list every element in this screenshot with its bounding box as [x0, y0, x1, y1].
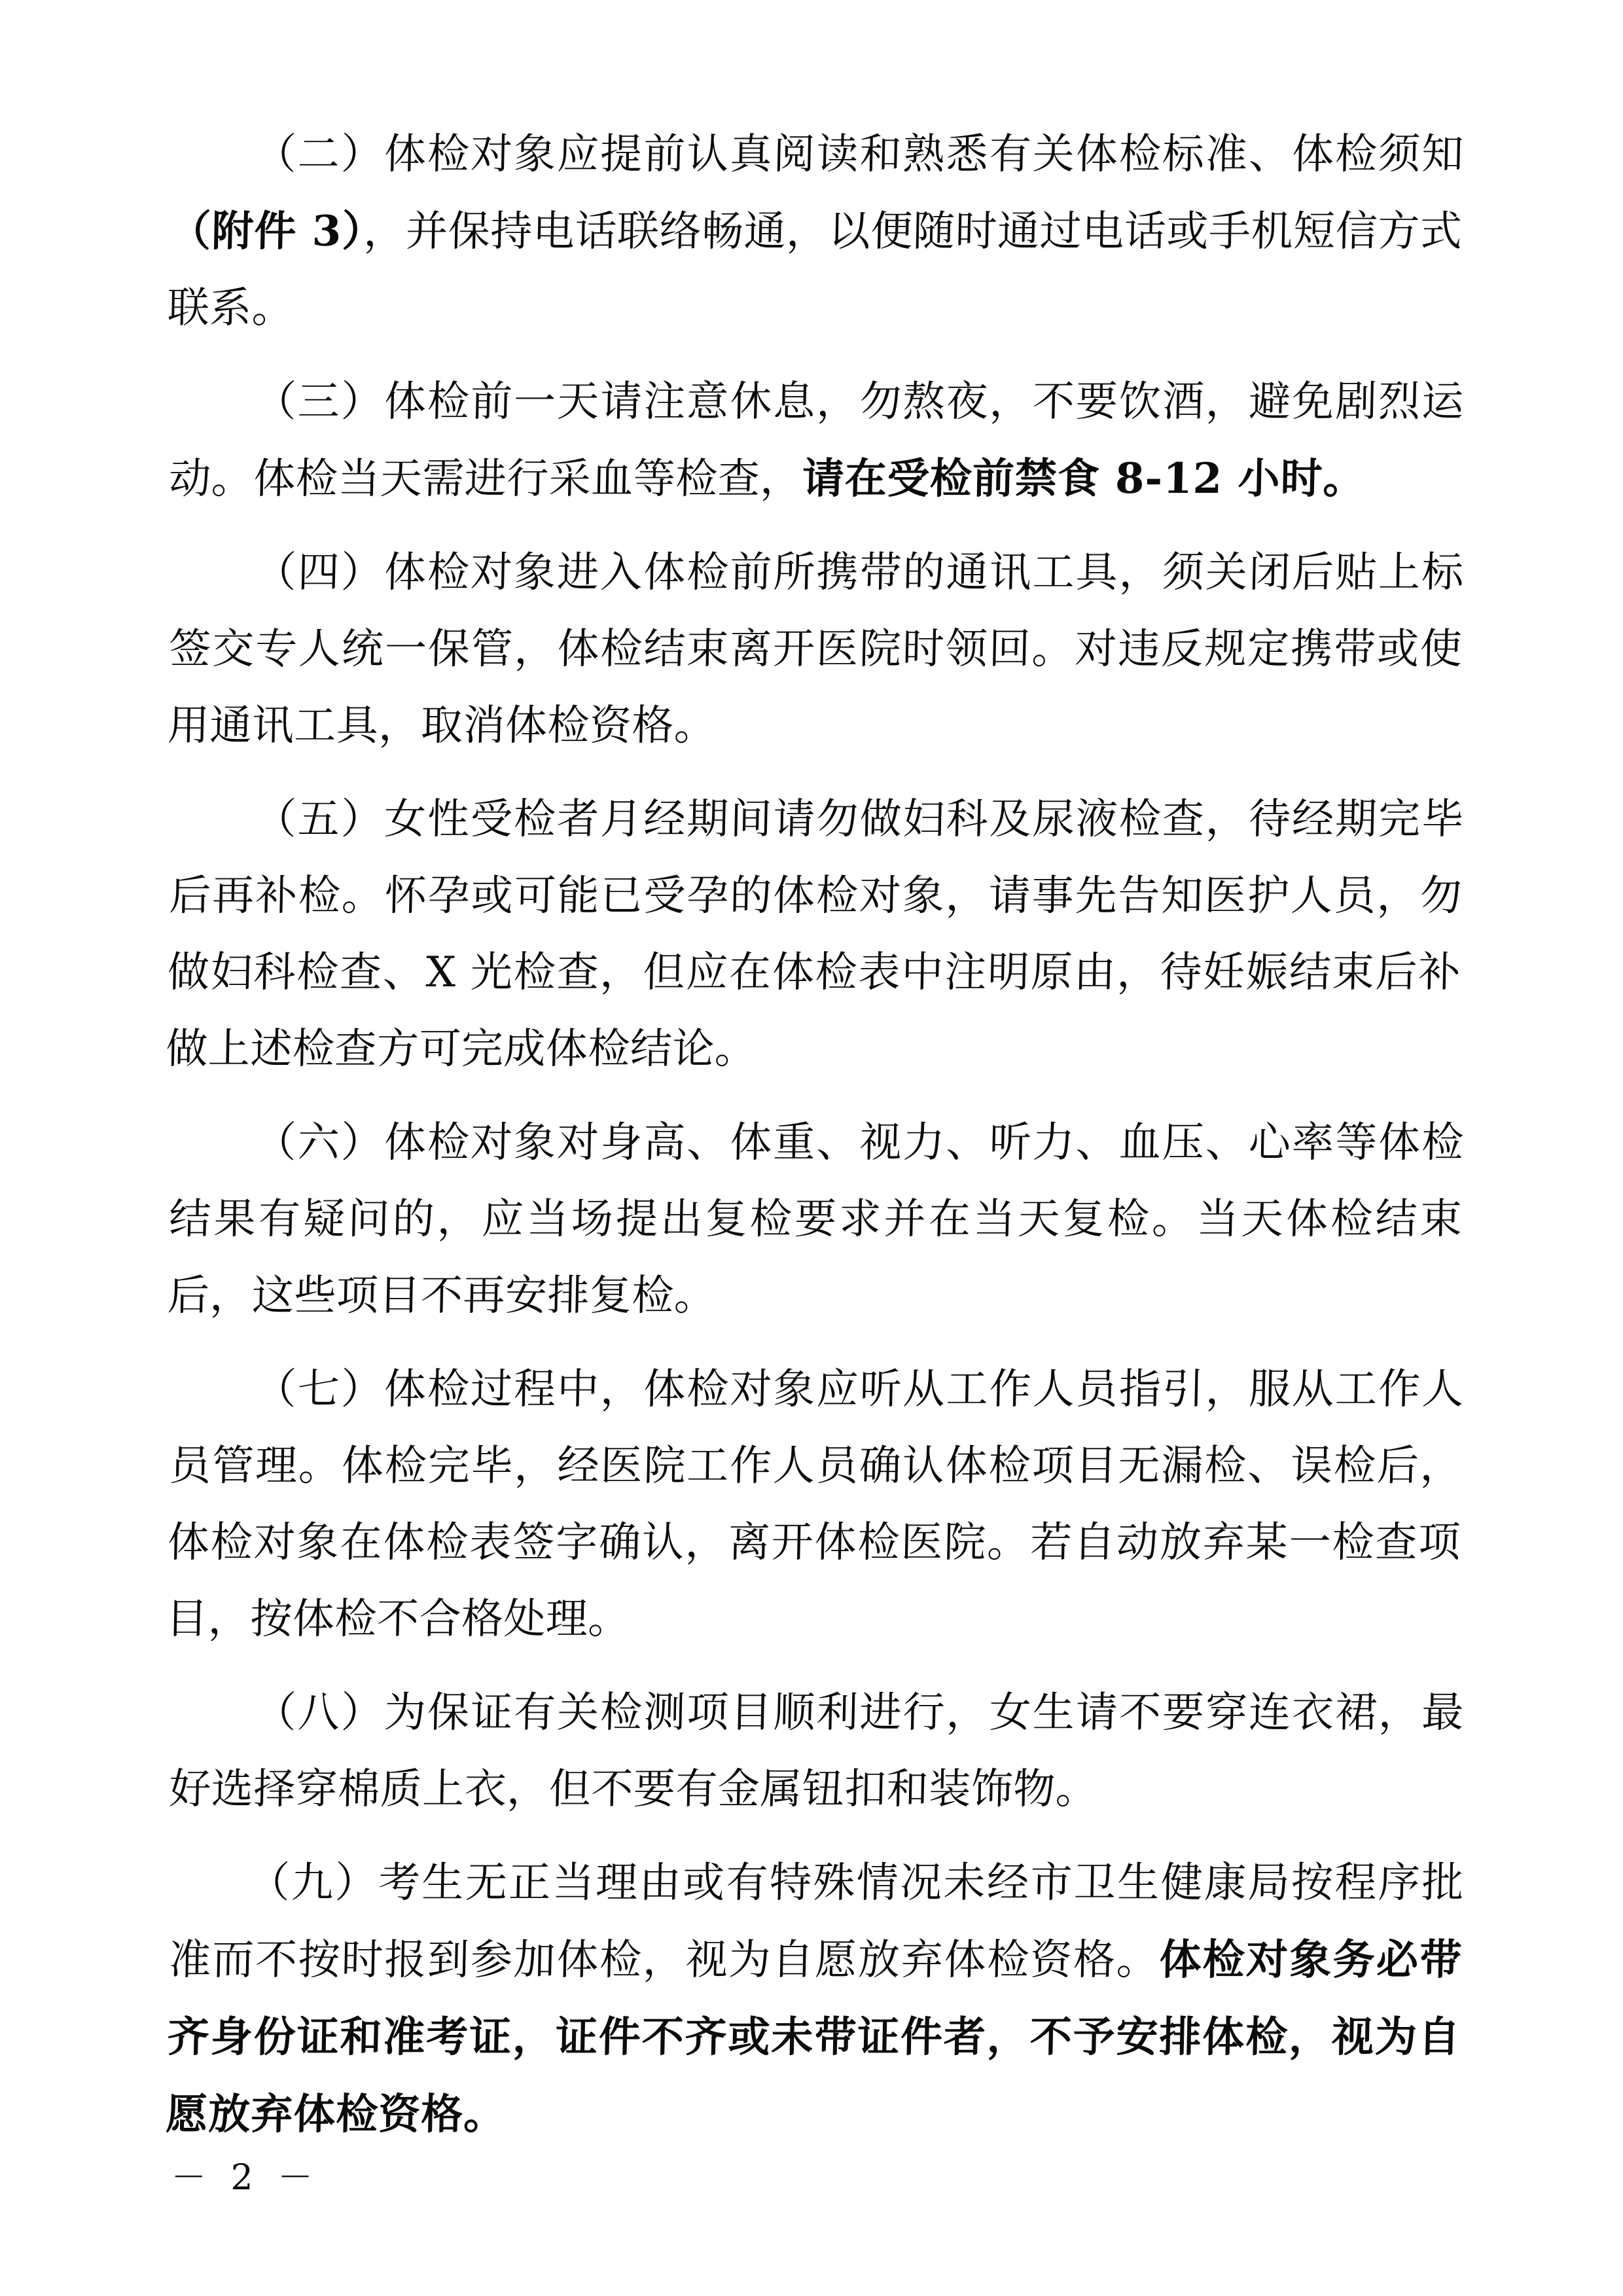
page-number: － 2 －: [170, 2157, 320, 2198]
paragraph-run-bold-credentials: 体检对象务必带齐身份证和准考证，证件不齐或未带证件者，不予安排体检，视为自愿放弃体检资格。: [165, 1935, 1463, 2139]
paragraph-item-9: [165, 1845, 1465, 2153]
paragraph-item-6: [167, 1105, 1465, 1335]
paragraph-run-plain: （七）体检过程中，体检对象应听从工作人员指引，服从工作人员管理。体检完毕，经医院工作人员确认体检项目无漏检、误检后，体检对象在体检表签字确认，离开体检医院。若自动放弃某一检查项目，按体检不合格处理。: [165, 1365, 1465, 1643]
page-footer: [171, 2156, 1465, 2199]
paragraph-run-bold-fasting: 请在受检前禁食 8-12 小时。: [802, 454, 1366, 503]
paragraph-run-plain: （二）体检对象应提前认真阅读和熟悉有关体检标准、体检须知: [254, 130, 1465, 179]
paragraph-run-plain: （六）体检对象对身高、体重、视力、听力、血压、心率等体检结果有疑问的，应当场提出复检要求并在当天复检。当天体检结束后，这些项目不再安排复检。: [167, 1119, 1465, 1320]
paragraph-run-plain: （四）体检对象进入体检前所携带的通讯工具，须关闭后贴上标签交专人统一保管，体检结束离开医院时领回。对违反规定携带或使用通讯工具，取消体检资格。: [167, 548, 1465, 750]
paragraph-run-plain: ，并保持电话联络畅通，以便随时通过电话或手机短信方式联系。: [167, 207, 1463, 332]
paragraph-item-7: [165, 1352, 1465, 1658]
paragraph-run-plain: （三）体检前一天请注意休息，勿熬夜，不要饮酒，避免剧烈运动。体检当天需进行采血等检查，: [168, 378, 1465, 503]
paragraph-item-8: [168, 1675, 1465, 1828]
paragraph-item-2: [167, 117, 1465, 347]
paragraph-item-3: [168, 364, 1465, 518]
paragraph-run-bold-attachment: （附件 3）: [168, 207, 365, 256]
paragraph-run-plain: （五）女性受检者月经期间请勿做妇科及尿液检查，待经期完毕后再补检。怀孕或可能已受孕的体检对象，请事先告知医护人员，勿做妇科检查、X 光检查，但应在体检表中注明原由，待妊娠结束后补做上述检查方可完成体检结论。: [165, 795, 1465, 1073]
document-body: [165, 117, 1465, 2153]
paragraph-run-plain: （八）为保证有关检测项目顺利进行，女生请不要穿连衣裙，最好选择穿棉质上衣，但不要有金属钮扣和装饰物。: [168, 1689, 1465, 1814]
paragraph-item-4: [167, 535, 1465, 764]
paragraph-run-plain: （九）考生无正当理由或有特殊情况未经市卫生健康局按程序批准而不按时报到参加体检，视为自愿放弃体检资格。: [168, 1859, 1465, 1984]
paragraph-item-5: [165, 781, 1465, 1088]
